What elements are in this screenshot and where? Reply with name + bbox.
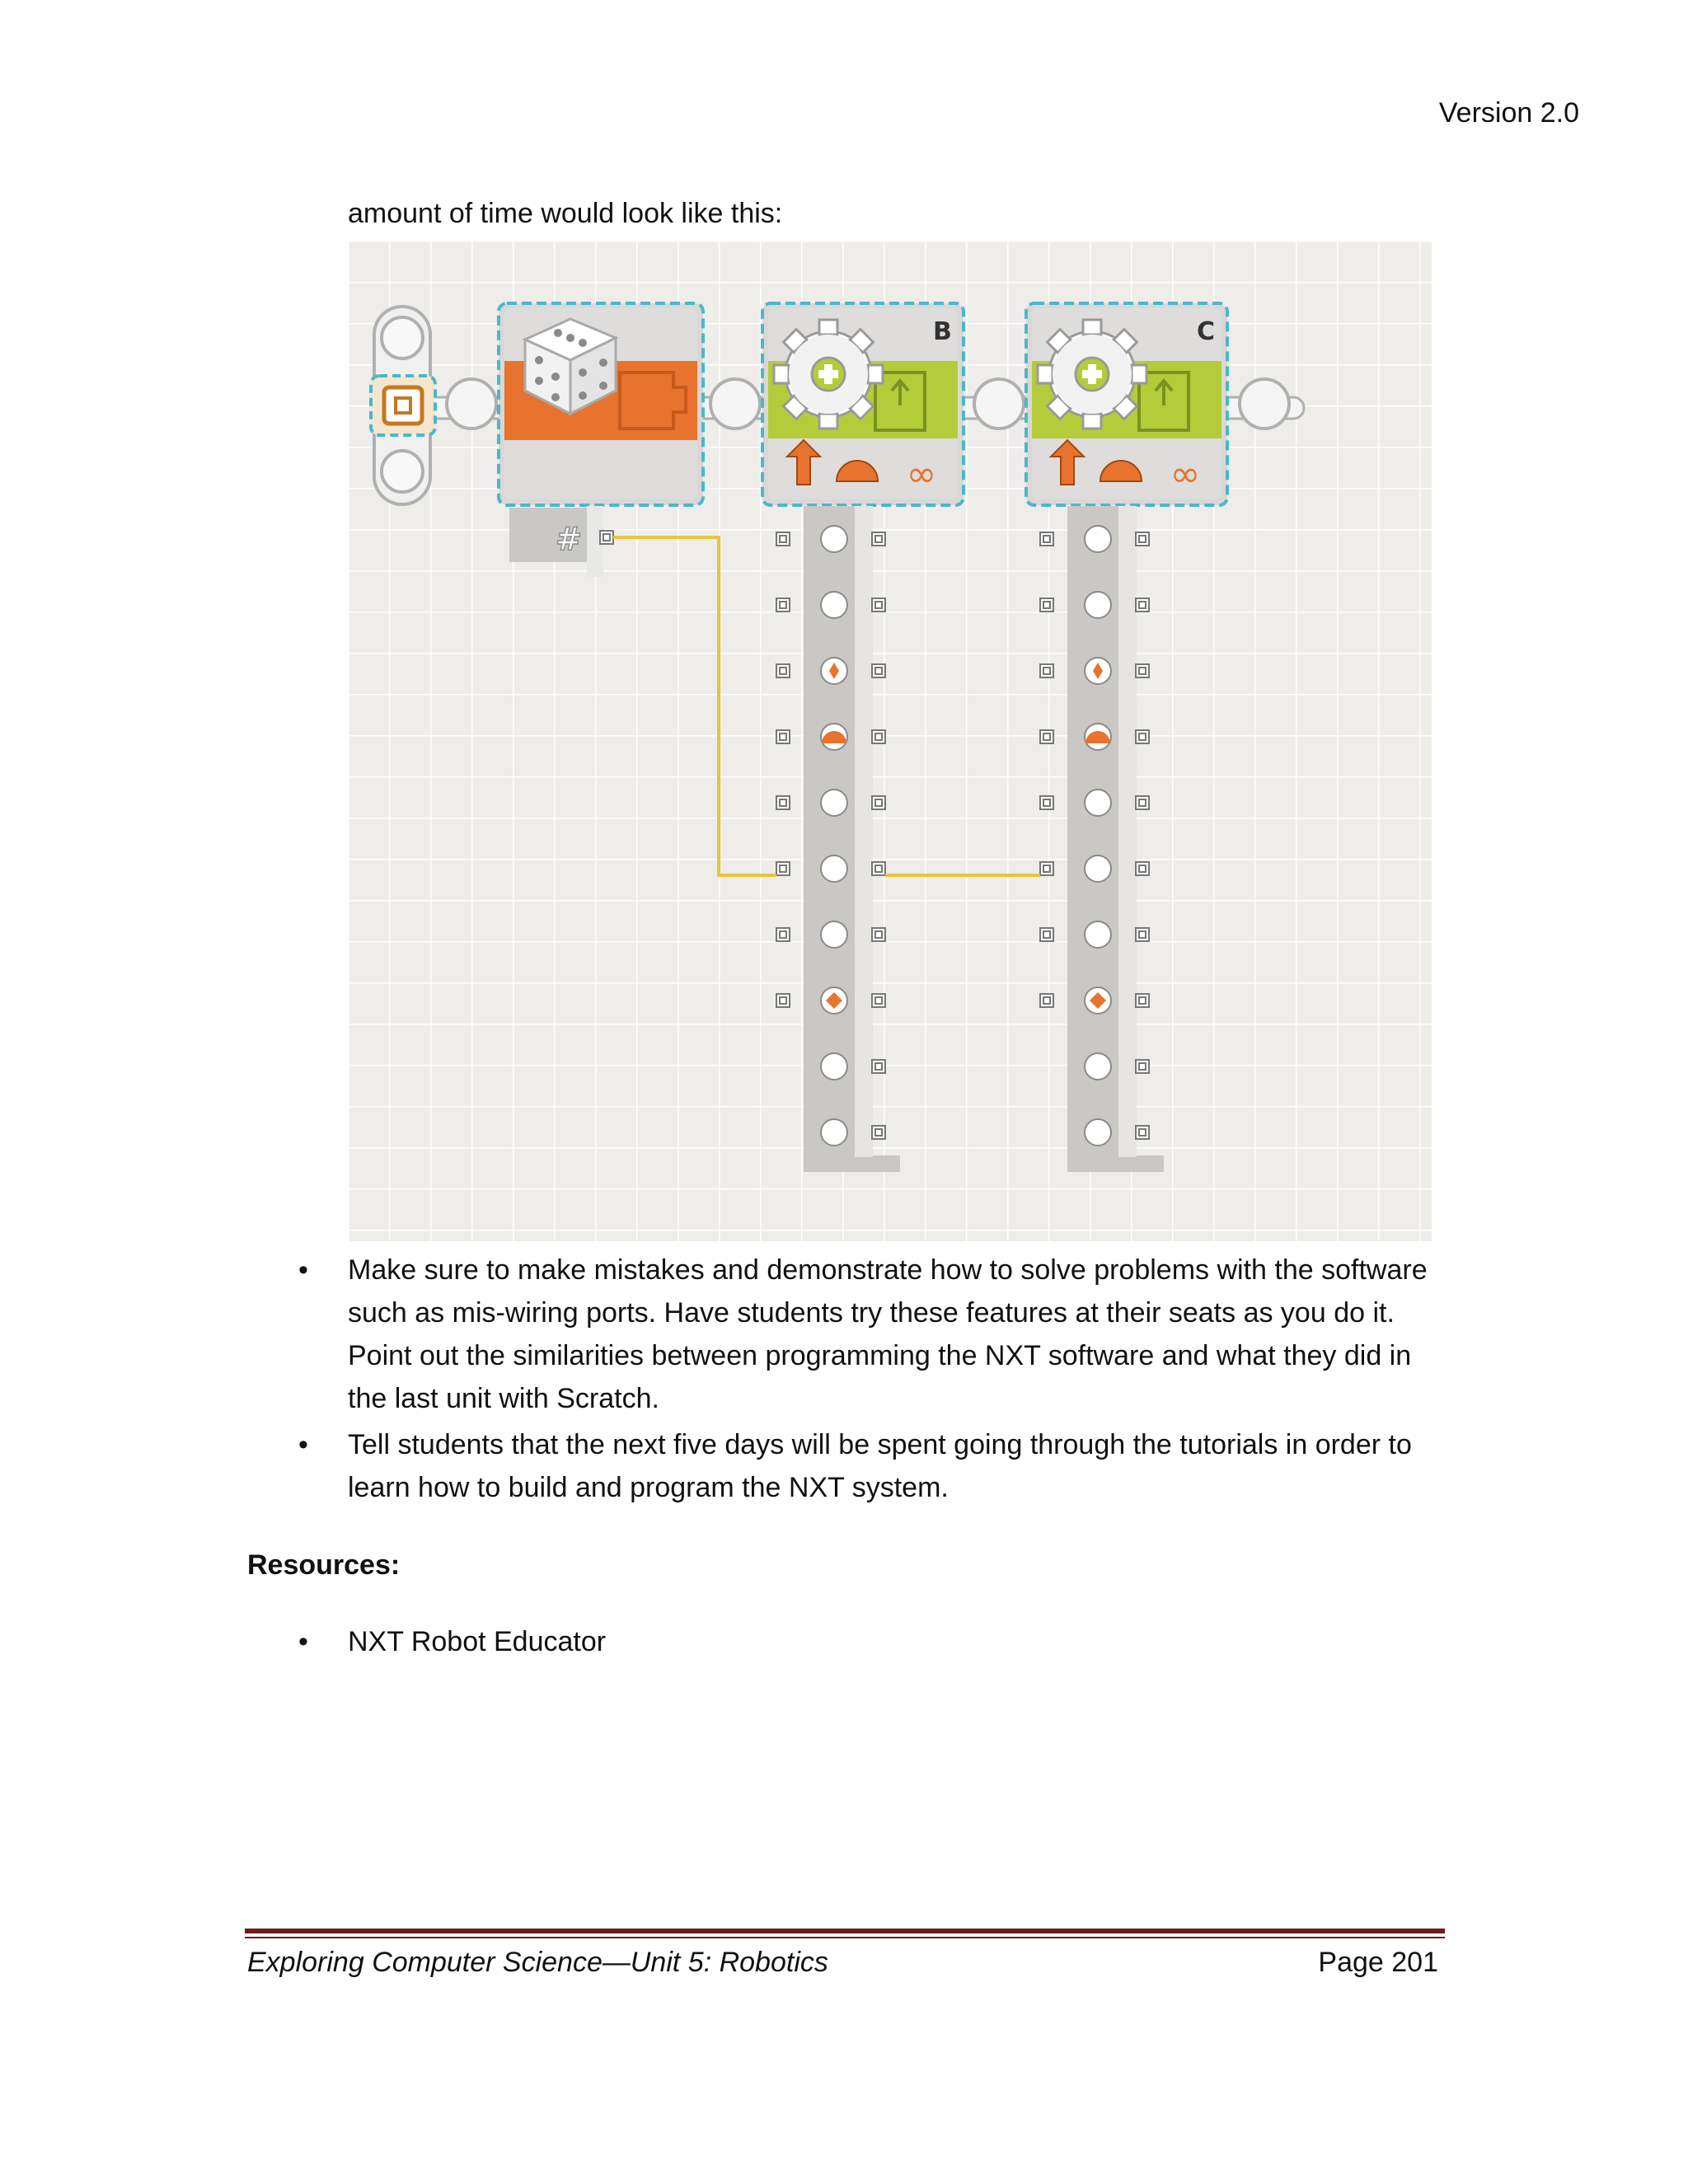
resources-list (348, 1620, 606, 1663)
version-label: Version 2.0 (1438, 97, 1579, 129)
bullet-item: • Make sure to make mistakes and demonstrate how to solve problems with the software such as mis-wiring ports. Have students try these features at their seats as you do it. Point out the similarities between programming the NXT software and what they did in the last unit with Scratch. (348, 1249, 1444, 1420)
motor-b-port-label: B (933, 317, 952, 346)
page-number: Page 201 (1318, 1947, 1438, 1978)
motor-c-port-label: C (1197, 317, 1216, 346)
footer-rule (245, 1929, 1445, 1933)
intro-text: amount of time would look like this: (348, 198, 783, 229)
resources-heading: Resources: (247, 1549, 401, 1581)
bullet-item: • Tell students that the next five days will be spent going through the tutorials in order to learn how to build and program the NXT system. (348, 1423, 1444, 1509)
instruction-bullet-list (348, 1249, 1444, 1512)
svg-text:∞: ∞ (1170, 453, 1201, 495)
nxt-program-screenshot (348, 241, 1432, 1241)
random-output-symbol: # (556, 521, 582, 557)
resource-item: • NXT Robot Educator (348, 1620, 606, 1663)
svg-text:∞: ∞ (906, 453, 937, 495)
footer-rule-thin (245, 1937, 1445, 1938)
footer-title: Exploring Computer Science—Unit 5: Robotics (247, 1947, 828, 1978)
